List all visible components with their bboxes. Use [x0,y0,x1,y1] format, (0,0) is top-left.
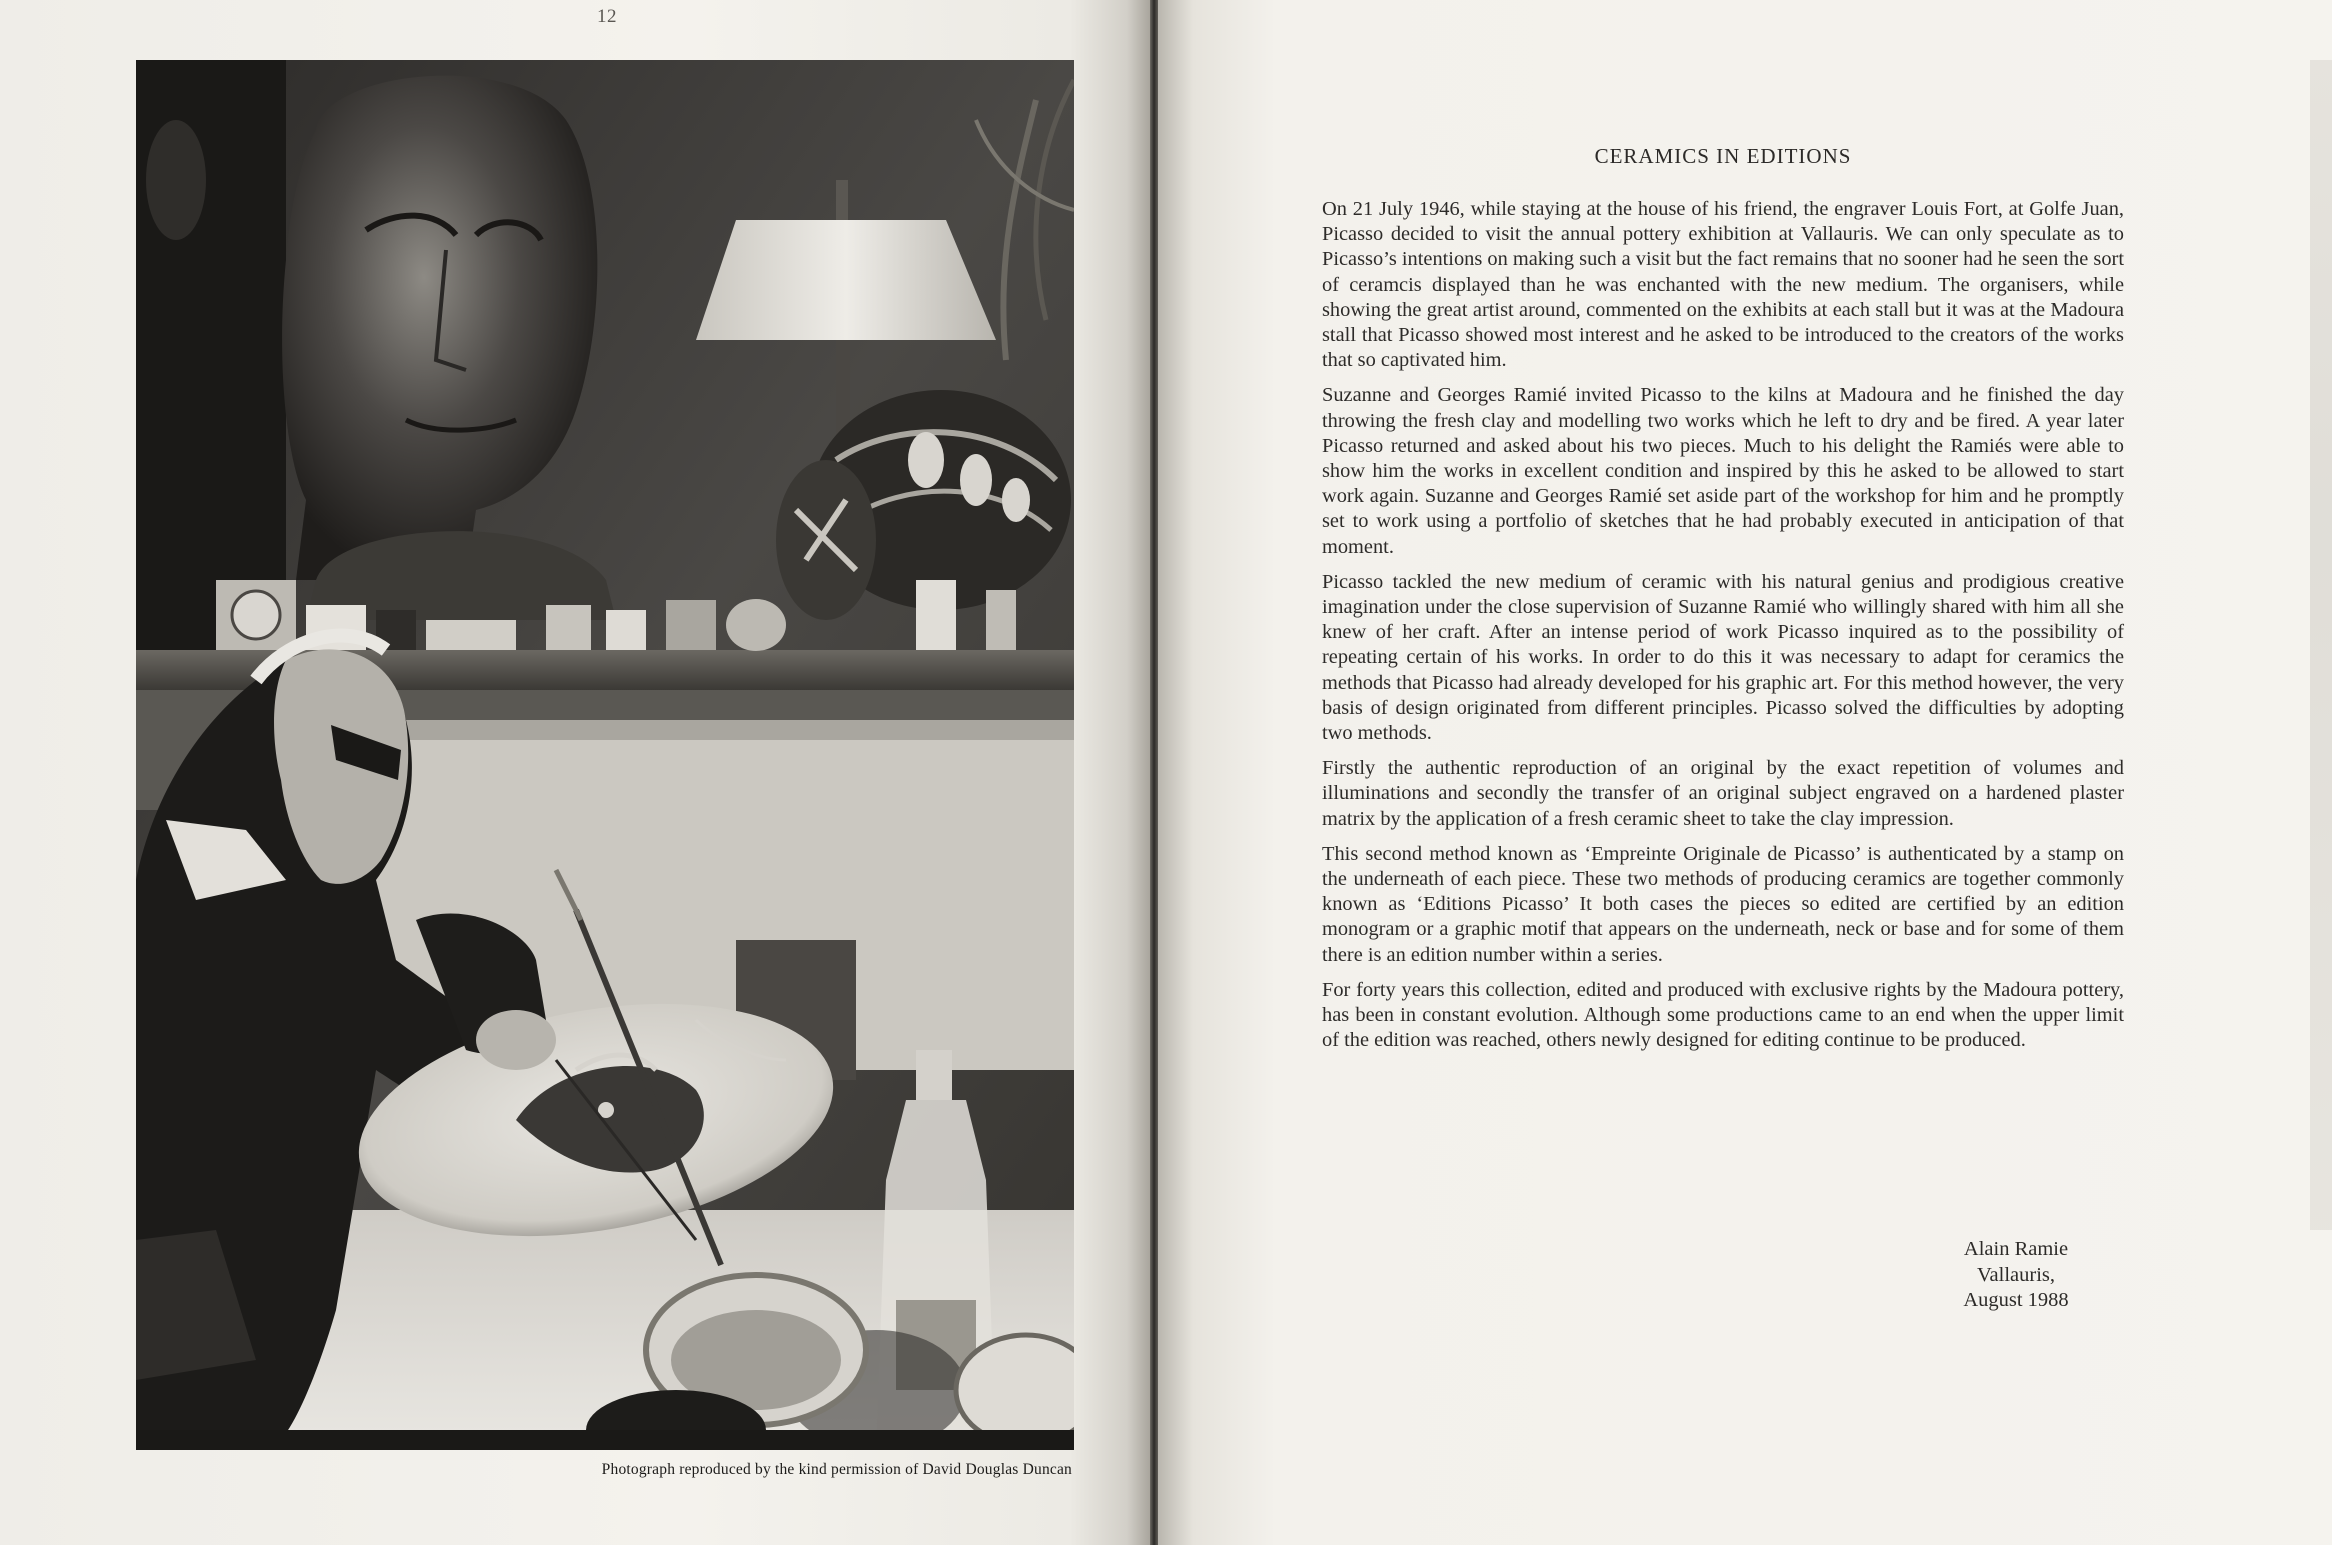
show-through-margin [2310,60,2332,1230]
left-page [0,0,1150,1545]
paragraph: For forty years this collection, edited and produced with exclusive rights by the Madoura pottery, has been in constant evolution. Although some productions came to an end when the upper limit of the edition was reached, others newly designed for editing continue to be produced. [1322,978,2124,1052]
article-body [1322,197,2124,1064]
paragraph: This second method known as ‘Empreinte Originale de Picasso’ is authenticated by a stamp on the underneath of each piece. These two methods of producing ceramics are together commonly known as ‘Editions Picasso’ It both cases the pieces so edited are certified by an edition monogram or a graphic motif that appears on the underneath, neck or base and for some of them there is an edition number within a series. [1322,842,2124,966]
photo-caption-text: Photograph reproduced by the kind permission of David Douglas Duncan [601,1461,1072,1478]
photograph [136,60,1074,1450]
article-title: CERAMICS IN EDITIONS [1594,144,1852,168]
paragraph: Suzanne and Georges Ramié invited Picasso to the kilns at Madoura and he finished the day throwing the fresh clay and modelling two works which he left to dry and be fired. A year later Picasso returned and asked about his two pieces. Much to his delight the Ramiés were able to show him the works in excellent condition and inspired by this he asked to be allowed to start work again. Suzanne and Georges Ramié set aside part of the workshop for him and he promptly set to work using a portfolio of sketches that he had probably executed in anticipation of that moment. [1322,384,2124,558]
paragraph: Picasso tackled the new medium of ceramic with his natural genius and prodigious creative imagination under the close supervision of Suzanne Ramié who willingly shared with him all she knew of her craft. After an intense period of work Picasso inquired as to the possibility of repeating certain of his works. In order to do this it was necessary to adapt for ceramics the methods that Picasso had already developed for his graphic art. For this method however, the very basis of design originated from different principles. Picasso solved the difficulties by adopting two methods. [1322,570,2124,745]
photo-caption [136,1461,1074,1479]
paragraph: Firstly the authentic reproduction of an original by the exact repetition of volumes and illuminations and secondly the transfer of an original subject engraved on a hardened plaster matrix by the application of a fresh ceramic sheet to take the clay impression. [1322,757,2124,830]
paragraph: On 21 July 1946, while staying at the house of his friend, the engraver Louis Fort, at Golfe Juan, Picasso decided to visit the annual pottery exhibition at Vallauris. We can only speculate as to Picasso’s intentions on making such a visit but the fact remains that no sooner had he seen the sort of ceramcis displayed than he was enchanted with the new medium. The organisers, while showing the great artist around, commented on the exhibits at each stall but it was at the Madoura stall that Picasso showed most interest and he asked to be introduced to the creators of the works that so captivated him. [1322,198,2124,372]
signature-date: August 1988 [1963,1289,2069,1311]
signature-name: Alain Ramie [1963,1238,2069,1260]
signature-block [1906,1237,2126,1314]
photograph-artist-painting-plate [136,60,1074,1450]
signature-place: Vallauris, [1977,1263,2055,1286]
page-number: 12 [597,6,617,27]
book-gutter [1150,0,1158,1545]
